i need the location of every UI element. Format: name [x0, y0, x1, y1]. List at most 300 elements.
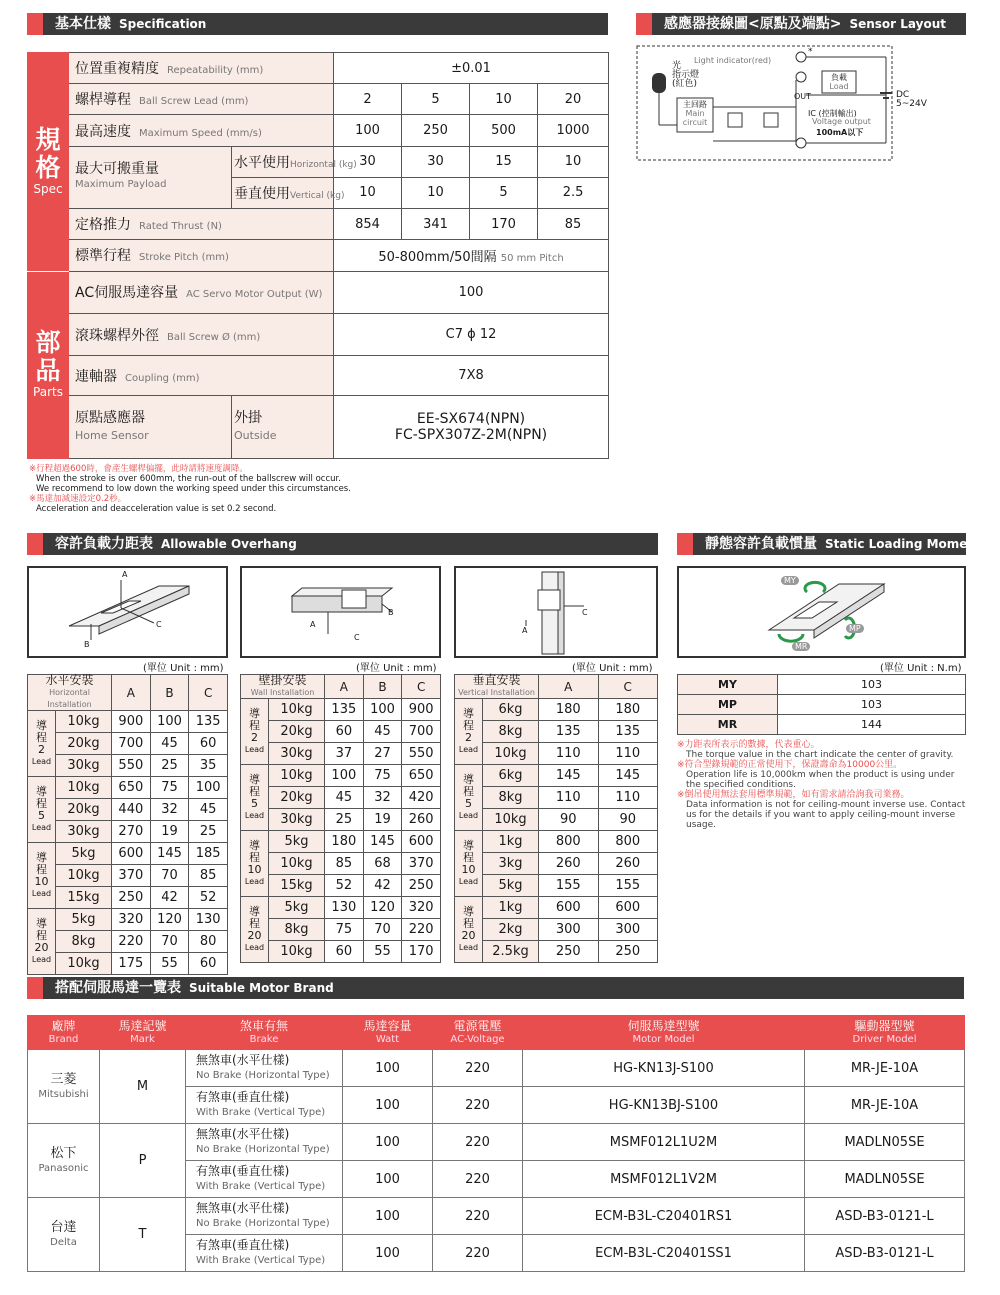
overhang-value: 145: [539, 765, 598, 787]
main-en: Main: [685, 109, 705, 118]
spec-row-coupling: [28, 356, 609, 396]
overhang-value: 900: [402, 699, 441, 721]
overhang-value: 180: [539, 699, 598, 721]
load-weight: 15kg: [269, 875, 325, 897]
static-note-en: Data information is not for ceiling-mount inverse use. Contact us for the details if you want to apply ceiling-mount inverse usage.: [686, 800, 966, 830]
lead-number: 10: [247, 862, 262, 876]
value-coupling: 7X8: [334, 356, 609, 396]
overhang-value: 180: [598, 699, 658, 721]
load-weight: 10kg: [56, 711, 112, 733]
lead-label: [241, 765, 269, 831]
overhang-value: 600: [598, 897, 658, 919]
overhang-value: 250: [112, 887, 151, 909]
overhang-table-horizontal: [27, 674, 228, 975]
section-static-zh: 靜態容許負載慣量: [705, 536, 817, 552]
brake-en: No Brake (Horizontal Type): [196, 1144, 330, 1155]
brake-cell: [186, 1124, 343, 1161]
value-cell: 341: [402, 209, 470, 240]
load-weight: 30kg: [56, 821, 112, 843]
motor-col-header: [100, 1016, 186, 1050]
brake-zh: 有煞車(垂直仕樣): [196, 1164, 290, 1178]
rail-front: [292, 596, 382, 612]
label-en: Maximum Speed (mm/s): [139, 127, 262, 139]
brand-cell: [28, 1124, 100, 1198]
overhang-value: 70: [150, 931, 189, 953]
lead-zh2: 程: [36, 862, 47, 876]
overhang-value: 900: [112, 711, 151, 733]
value-home: [334, 396, 609, 459]
load-weight: 15kg: [56, 887, 112, 909]
value-cell: 20: [538, 84, 609, 115]
load-weight: 20kg: [56, 733, 112, 755]
overhang-table-vertical: [454, 674, 658, 963]
lead-label: [28, 711, 56, 777]
driver-model-cell: MADLN05SE: [805, 1124, 965, 1161]
overhang-col-header: A: [539, 675, 598, 699]
lead-number: 2: [38, 742, 45, 756]
overhang-value: 155: [598, 875, 658, 897]
motor-col-header: [28, 1016, 100, 1050]
section-sensor-zh: 感應器接線圖<原點及端點>: [664, 16, 842, 32]
motor-table: [27, 1015, 965, 1272]
header-en: AC-Voltage: [450, 1033, 505, 1045]
label-b: B: [84, 640, 90, 649]
unit-static: (單位 Unit : N.m): [880, 663, 962, 674]
install-zh: 水平安裝: [45, 673, 94, 687]
value-cell: 250: [402, 115, 470, 146]
driver-model-cell: MR-JE-10A: [805, 1050, 965, 1087]
brake-en: With Brake (Vertical Type): [196, 1107, 326, 1118]
label-en: Coupling (mm): [125, 372, 200, 384]
watt-cell: 100: [343, 1050, 433, 1087]
side-char-2: 格: [35, 153, 61, 183]
overhang-row: [241, 897, 441, 919]
label-zh: 位置重複精度: [75, 61, 159, 78]
overhang-row: [28, 843, 228, 865]
unit-vertical: (單位 Unit : mm): [572, 663, 653, 674]
overhang-value: 85: [325, 853, 364, 875]
overhang-row: [455, 765, 658, 787]
brake-cell: [186, 1161, 343, 1198]
lead-en: Lead: [31, 756, 52, 766]
lead-zh2: 程: [249, 850, 260, 864]
rail-body: [542, 572, 558, 654]
spec-side-label: [28, 53, 69, 272]
voltage-cell: 220: [433, 1161, 523, 1198]
header-zh: 驅動器型號: [854, 1018, 915, 1033]
motor-model-cell: HG-KN13J-S100: [523, 1050, 805, 1087]
load-weight: 10kg: [269, 699, 325, 721]
value-cell: 5: [402, 84, 470, 115]
lead-zh2: 程: [463, 718, 474, 732]
moment-row: [678, 675, 966, 695]
lead-label: [28, 843, 56, 909]
overhang-value: 420: [402, 787, 441, 809]
label-zh: 標準行程: [75, 248, 131, 265]
overhang-value: 120: [363, 897, 402, 919]
overhang-value: 130: [189, 909, 228, 931]
spec-row-payload-h: [28, 146, 609, 177]
overhang-value: 19: [150, 821, 189, 843]
label-zh: 最大可搬重量: [75, 161, 159, 178]
watt-cell: 100: [343, 1087, 433, 1124]
rail-side: [558, 572, 564, 654]
lead-zh1: 導: [463, 772, 474, 786]
overhang-row: [455, 699, 658, 721]
overhang-value: 650: [112, 777, 151, 799]
lead-zh2: 程: [36, 928, 47, 942]
lead-zh1: 導: [36, 850, 47, 864]
header-zh: 伺服馬達型號: [627, 1018, 700, 1033]
diagram-wall: [240, 566, 441, 658]
header-zh: 馬達容量: [363, 1018, 412, 1033]
lead-number: 10: [34, 874, 49, 888]
overhang-value: 550: [112, 755, 151, 777]
value-cell: 15: [470, 146, 538, 177]
overhang-value: 320: [402, 897, 441, 919]
overhang-value: 135: [598, 721, 658, 743]
static-moment-svg: [679, 568, 964, 656]
motor-row: [28, 1198, 965, 1235]
overhang-value: 100: [363, 699, 402, 721]
label-a: A: [310, 620, 316, 629]
load-weight: 10kg: [483, 743, 539, 765]
static-note-zh: ※倒吊使用無法套用標準規範，如有需求請洽詢我司業務。: [677, 790, 910, 800]
lead-label: [241, 831, 269, 897]
overhang-value: 42: [150, 887, 189, 909]
label-thrust: [69, 209, 334, 240]
overhang-value: 270: [112, 821, 151, 843]
lead-en: Lead: [31, 888, 52, 898]
main-zh: 主回路: [683, 100, 707, 109]
label-zh: 最高速度: [75, 123, 131, 140]
brake-cell: [186, 1050, 343, 1087]
load-weight: 10kg: [269, 853, 325, 875]
label-en: Home Sensor: [75, 429, 149, 443]
parts-side-label: [28, 271, 69, 458]
brake-zh: 無煞車(水平仕樣): [196, 1053, 290, 1067]
moment-row: [678, 695, 966, 715]
overhang-row: [455, 897, 658, 919]
overhang-value: 250: [598, 941, 658, 963]
brand-cell: [28, 1050, 100, 1124]
label-lead: [69, 84, 334, 115]
lead-zh2: 程: [249, 718, 260, 732]
sensor-diagram: [636, 45, 966, 165]
brand-en: Delta: [50, 1236, 77, 1248]
unit-wall: (單位 Unit : mm): [356, 663, 437, 674]
overhang-value: 100: [325, 765, 364, 787]
overhang-header-row: [28, 675, 228, 711]
spec-row-speed: [28, 115, 609, 146]
overhang-value: 155: [539, 875, 598, 897]
motor-col-header: [523, 1016, 805, 1050]
diagram-horizontal: [27, 566, 228, 658]
overhang-value: 80: [189, 931, 228, 953]
load-weight: 5kg: [56, 843, 112, 865]
load-weight: 2.5kg: [483, 941, 539, 963]
overhang-row: [28, 953, 228, 975]
brand-en: Panasonic: [38, 1162, 89, 1174]
note-1: ※行程超過600時，會產生螺桿偏擺，此時請將速度調降。: [29, 464, 248, 474]
load-weight: 1kg: [483, 897, 539, 919]
lead-zh1: 導: [249, 772, 260, 786]
static-note-zh: ※力距表所表示的數據，代表重心。: [677, 740, 820, 750]
driver-model-cell: ASD-B3-0121-L: [805, 1235, 965, 1272]
spec-row-thrust: [28, 209, 609, 240]
value-repeat: ±0.01: [334, 53, 609, 84]
lead-zh1: 導: [463, 706, 474, 720]
load-weight: 6kg: [483, 765, 539, 787]
lead-en: Lead: [31, 822, 52, 832]
load-weight: 6kg: [483, 699, 539, 721]
motor-col-header: [186, 1016, 343, 1050]
overhang-value: 120: [150, 909, 189, 931]
label-c: C: [156, 620, 162, 629]
motor-model-cell: MSMF012L1U2M: [523, 1124, 805, 1161]
voltage-cell: 220: [433, 1198, 523, 1235]
label-en: Ball Screw Lead (mm): [139, 96, 249, 108]
overhang-value: 550: [402, 743, 441, 765]
label-zh: AC伺服馬達容量: [75, 285, 179, 302]
overhang-row: [28, 755, 228, 777]
overhang-value: 85: [189, 865, 228, 887]
overhang-value: 90: [539, 809, 598, 831]
overhang-value: 145: [363, 831, 402, 853]
overhang-value: 75: [150, 777, 189, 799]
current-label: 100mA以下: [816, 128, 864, 137]
lead-label: [28, 909, 56, 975]
load-weight: 30kg: [269, 809, 325, 831]
section-static-en: Static Loading Moment: [825, 537, 982, 551]
motor-mark: M: [100, 1050, 186, 1124]
overhang-value: 145: [598, 765, 658, 787]
brake-cell: [186, 1235, 343, 1272]
header-en: Driver Model: [852, 1033, 917, 1045]
overhang-value: 170: [402, 941, 441, 963]
brake-cell: [186, 1087, 343, 1124]
overhang-col-header: C: [189, 675, 228, 711]
overhang-row: [241, 831, 441, 853]
header-en: Brake: [249, 1033, 279, 1045]
lead-label: [28, 777, 56, 843]
overhang-row: [28, 821, 228, 843]
section-spec-zh: 基本仕樣: [55, 16, 111, 32]
static-note-en: Operation life is 10,000km when the product is using under the specified conditions.: [686, 770, 955, 790]
overhang-value: 300: [539, 919, 598, 941]
motor-row: [28, 1124, 965, 1161]
minus-terminal-icon: [796, 138, 806, 148]
brake-en: No Brake (Horizontal Type): [196, 1070, 330, 1081]
lead-zh2: 程: [249, 784, 260, 798]
lead-number: 5: [251, 796, 258, 810]
brake-en: No Brake (Horizontal Type): [196, 1218, 330, 1229]
label-zh: 原點感應器: [75, 410, 145, 427]
voltage-cell: 220: [433, 1124, 523, 1161]
overhang-row: [28, 799, 228, 821]
label-a: A: [522, 626, 528, 635]
diagram-vertical: [454, 566, 658, 658]
light-indicator-label: Light indicator(red): [694, 56, 772, 65]
static-moment-table: [677, 674, 966, 735]
value-cell: 30: [334, 146, 402, 177]
overhang-value: 135: [189, 711, 228, 733]
label-servo: [69, 271, 334, 313]
overhang-value: 37: [325, 743, 364, 765]
install-en: Horizontal Installation: [47, 688, 92, 709]
overhang-col-header: C: [402, 675, 441, 699]
label-en: Horizontal (kg): [290, 159, 357, 170]
transistor-icon: [764, 113, 778, 127]
diagram-static: [677, 566, 966, 658]
overhang-value: 185: [189, 843, 228, 865]
load-weight: 8kg: [56, 931, 112, 953]
overhang-value: 60: [325, 941, 364, 963]
load-weight: 2kg: [483, 919, 539, 941]
value-cell: 170: [470, 209, 538, 240]
load-weight: 10kg: [56, 865, 112, 887]
label-a: A: [122, 570, 128, 579]
main-en2: circuit: [682, 118, 708, 127]
load-weight: 1kg: [483, 831, 539, 853]
motor-col-header: [805, 1016, 965, 1050]
lead-label: [455, 831, 483, 897]
label-zh: 連軸器: [75, 368, 117, 385]
overhang-value: 220: [402, 919, 441, 941]
note-1a: When the stroke is over 600mm, the run-out of the ballscrew will occur.: [36, 474, 341, 484]
overhang-value: 25: [150, 755, 189, 777]
motor-col-header: [343, 1016, 433, 1050]
label-mr: MR: [792, 642, 810, 651]
overhang-value: 75: [325, 919, 364, 941]
dc-voltage: 5~24V: [896, 99, 927, 109]
watt-cell: 100: [343, 1198, 433, 1235]
brake-zh: 有煞車(垂直仕樣): [196, 1090, 290, 1104]
lead-zh1: 導: [249, 706, 260, 720]
star-mark: *: [808, 47, 813, 57]
overhang-row: [241, 721, 441, 743]
voltage-cell: 220: [433, 1050, 523, 1087]
section-motor-en: Suitable Motor Brand: [189, 981, 334, 995]
overhang-row: [455, 721, 658, 743]
load-weight: 8kg: [269, 919, 325, 941]
label-zh: 定格推力: [75, 217, 131, 234]
label-c: C: [582, 608, 588, 617]
slider-block: [538, 590, 560, 610]
overhang-value: 130: [325, 897, 364, 919]
load-weight: 5kg: [483, 875, 539, 897]
overhang-row: [28, 865, 228, 887]
led-indicator-icon: [652, 73, 666, 93]
overhang-value: 90: [598, 809, 658, 831]
lead-zh2: 程: [463, 784, 474, 798]
overhang-value: 700: [402, 721, 441, 743]
driver-model-cell: MR-JE-10A: [805, 1087, 965, 1124]
lead-zh1: 導: [463, 838, 474, 852]
overhang-value: 52: [189, 887, 228, 909]
lead-zh1: 導: [36, 916, 47, 930]
value-servo: 100: [334, 271, 609, 313]
label-en: Stroke Pitch (mm): [139, 252, 229, 264]
lead-label: [241, 699, 269, 765]
motor-model-cell: ECM-B3L-C20401RS1: [523, 1198, 805, 1235]
motor-header-row: [28, 1016, 965, 1050]
stroke-zh: 50-800mm/50間隔: [378, 249, 497, 265]
side-char-2: 品: [35, 356, 61, 386]
brand-zh: 松下: [50, 1145, 77, 1161]
motor-model-cell: MSMF012L1V2M: [523, 1161, 805, 1198]
overhang-value: 45: [325, 787, 364, 809]
load-weight: 10kg: [269, 765, 325, 787]
header-en: Watt: [375, 1033, 400, 1045]
side-char-1: 部: [35, 328, 61, 358]
lead-en: Lead: [458, 744, 479, 754]
label-zh: 外掛: [234, 410, 262, 427]
diode-icon: [728, 113, 742, 127]
lead-number: 5: [465, 796, 472, 810]
lead-label: [455, 897, 483, 963]
load-weight: 20kg: [56, 799, 112, 821]
install-en: Wall Installation: [250, 688, 315, 697]
overhang-row: [28, 887, 228, 909]
load-weight: 5kg: [269, 897, 325, 919]
overhang-row: [455, 743, 658, 765]
overhang-value: 25: [325, 809, 364, 831]
value-stroke: [334, 240, 609, 271]
overhang-header-row: [241, 675, 441, 699]
load-zh: 負載: [831, 73, 847, 82]
led-label: [672, 62, 699, 89]
lead-number: 5: [38, 808, 45, 822]
lead-en: Lead: [31, 954, 52, 964]
brake-cell: [186, 1198, 343, 1235]
driver-model-cell: MADLN05SE: [805, 1161, 965, 1198]
motor-col-header: [433, 1016, 523, 1050]
overhang-col-header: C: [598, 675, 658, 699]
load-weight: 20kg: [269, 721, 325, 743]
overhang-row: [241, 787, 441, 809]
stroke-en: 50 mm Pitch: [500, 252, 564, 264]
lead-zh2: 程: [463, 850, 474, 864]
load-weight: 8kg: [483, 787, 539, 809]
spec-row-stroke: [28, 240, 609, 271]
motor-row: [28, 1050, 965, 1087]
lead-zh1: 導: [463, 904, 474, 918]
install-type-label: [455, 675, 539, 699]
lead-en: Lead: [244, 876, 265, 886]
lead-zh1: 導: [36, 784, 47, 798]
moment-key: MY: [678, 675, 778, 695]
label-my: MY: [781, 576, 799, 585]
lead-en: Lead: [244, 810, 265, 820]
label-en: Outside: [234, 429, 277, 443]
load-weight: 10kg: [269, 941, 325, 963]
unit-horizontal: (單位 Unit : mm): [143, 663, 224, 674]
lead-zh2: 程: [36, 796, 47, 810]
brand-zh: 台達: [50, 1219, 77, 1235]
overhang-value: 100: [150, 711, 189, 733]
section-static: [677, 533, 982, 555]
overhang-value: 32: [363, 787, 402, 809]
overhang-value: 60: [189, 953, 228, 975]
header-en: Motor Model: [632, 1033, 695, 1045]
brand-zh: 三菱: [50, 1071, 77, 1087]
overhang-row: [241, 853, 441, 875]
slider-block: [342, 590, 366, 608]
install-en: Vertical Installation: [458, 688, 535, 697]
label-en: Ball Screw Ø (mm): [167, 331, 261, 343]
moment-value: 103: [778, 695, 966, 715]
